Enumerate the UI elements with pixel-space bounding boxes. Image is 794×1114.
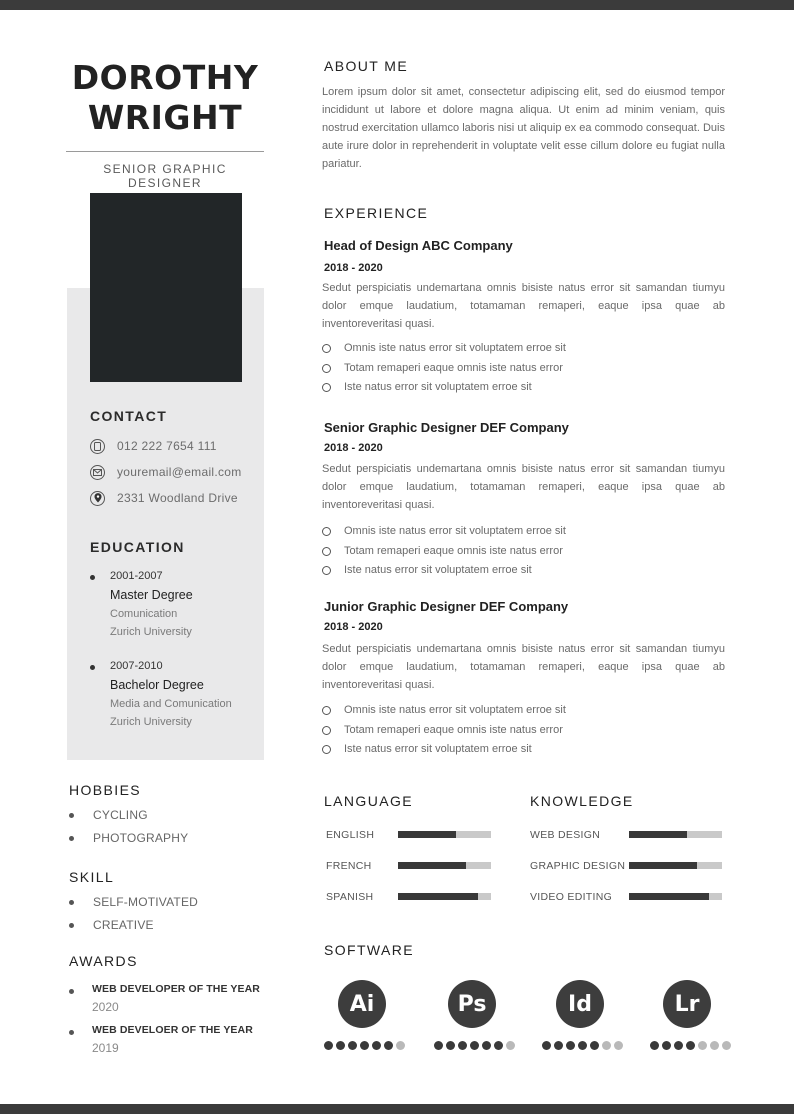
education-degree: Bachelor Degree [110,678,204,692]
education-school: Zurich University [110,626,192,638]
rating-dot [662,1041,671,1050]
rating-dot [372,1041,381,1050]
knowledge-label: WEB DESIGN [530,829,601,841]
contact-address [90,489,238,507]
awards-heading: AWARDS [69,953,138,969]
rating-dot [686,1041,695,1050]
knowledge-bar [629,831,722,838]
rating-dot [578,1041,587,1050]
contact-email [90,463,242,481]
indesign-icon: Id [556,980,604,1028]
photoshop-icon: Ps [448,980,496,1028]
list-item: Omnis iste natus error sit voluptatem erroe sit [322,524,725,544]
award-year: 2019 [92,1041,119,1055]
language-bar [398,893,491,900]
list-item: SELF-MOTIVATED [69,895,269,918]
rating-dot [348,1041,357,1050]
rating-dot [482,1041,491,1050]
list-item: Omnis iste natus error sit voluptatem erroe sit [322,341,725,361]
contact-phone [90,437,217,455]
language-bar [398,831,491,838]
lightroom-icon: Lr [663,980,711,1028]
contact-heading: CONTACT [90,408,168,424]
rating-dot [698,1041,707,1050]
list-item: CYCLING [69,808,269,831]
rating-dot [506,1041,515,1050]
top-band [0,0,794,10]
bar-fill [629,831,687,838]
list-item: Omnis iste natus error sit voluptatem erroe sit [322,703,725,723]
education-degree: Master Degree [110,588,193,602]
language-label: SPANISH [326,891,374,903]
address-text: 2331 Woodland Drive [117,491,238,505]
list-item: Iste natus error sit voluptatem erroe sit [322,563,725,583]
job-years: 2018 - 2020 [324,442,383,454]
job-points [322,703,725,762]
rating-dot [494,1041,503,1050]
language-heading: LANGUAGE [324,793,413,809]
list-item: CREATIVE [69,918,269,941]
rating-dot [602,1041,611,1050]
skill-heading: SKILL [69,869,115,885]
language-bar [398,862,491,869]
about-text: Lorem ipsum dolor sit amet, consectetur adipiscing elit, sed do eiusmod tempor incididunt ut labore et dolore magna aliqua. Ut enim ad minim veniam, quis nostrud exercitation ullamco laboris nisi ut aliquip ex ea commodo consequat. Duis aute irure dolor in reprehenderit in voluptate velit esse cillum dolore eu fugiat nulla pariatur. [322,86,725,170]
job-title: Senior Graphic Designer DEF Company [324,420,569,435]
software-rating [434,1041,515,1051]
knowledge-bar [629,862,722,869]
rating-dot [446,1041,455,1050]
skill-list [69,895,269,940]
bottom-band [0,1104,794,1114]
software-rating [542,1041,623,1051]
phone-icon [90,439,105,454]
job-title: Junior Graphic Designer DEF Company [324,599,569,614]
knowledge-label: VIDEO EDITING [530,891,613,903]
job-description: Sedut perspiciatis undemartana omnis bisiste natus error sit samandan tiumyu dolor emque laudatium, totamaman remaperi, eaque ipsa quae ab inventoreveritasi quasi. [322,463,725,511]
experience-heading: EXPERIENCE [324,205,429,221]
education-years: 2007-2010 [110,660,163,672]
bar-fill [398,893,478,900]
language-label: ENGLISH [326,829,375,841]
job-title: Head of Design ABC Company [324,238,513,253]
list-item: Totam remaperi eaque omnis iste natus error [322,723,725,743]
phone-text: 012 222 7654 111 [117,439,217,453]
rating-dot [396,1041,405,1050]
list-item: PHOTOGRAPHY [69,831,269,854]
award-year: 2020 [92,1000,119,1014]
bullet-dot [90,575,95,580]
language-label: FRENCH [326,860,372,872]
hobbies-heading: HOBBIES [69,782,142,798]
candidate-name [66,58,264,138]
rating-dot [434,1041,443,1050]
rating-dot [614,1041,623,1050]
job-description: Sedut perspiciatis undemartana omnis bisiste natus error sit samandan tiumyu dolor emque laudatium, totamaman remaperi, eaque ipsa quae ab inventoreveritasi quasi. [322,643,725,691]
about-heading: ABOUT ME [324,58,409,74]
knowledge-label: GRAPHIC DESIGN [530,860,626,872]
rating-dot [650,1041,659,1050]
rating-dot [360,1041,369,1050]
rating-dot [566,1041,575,1050]
bullet-dot [69,1030,74,1035]
hobbies-list [69,808,269,853]
profile-photo [90,193,242,382]
bullet-dot [69,989,74,994]
name-divider [66,151,264,152]
rating-dot [722,1041,731,1050]
job-points [322,524,725,583]
education-field: Media and Comunication [110,698,232,710]
list-item: Iste natus error sit voluptatem erroe sit [322,380,725,400]
software-rating [650,1041,731,1051]
software-heading: SOFTWARE [324,942,415,958]
bar-fill [629,893,709,900]
software-rating [324,1041,405,1051]
education-heading: EDUCATION [90,539,185,555]
email-text: youremail@email.com [117,465,242,479]
rating-dot [590,1041,599,1050]
rating-dot [542,1041,551,1050]
location-pin-icon [90,491,105,506]
list-item: Totam remaperi eaque omnis iste natus error [322,361,725,381]
education-field: Comunication [110,608,178,620]
rating-dot [470,1041,479,1050]
job-title: SENIOR GRAPHIC DESIGNER [103,162,227,190]
job-years: 2018 - 2020 [324,621,383,633]
knowledge-bar [629,893,722,900]
rating-dot [710,1041,719,1050]
rating-dot [324,1041,333,1050]
list-item: Iste natus error sit voluptatem erroe sit [322,742,725,762]
rating-dot [554,1041,563,1050]
rating-dot [336,1041,345,1050]
job-points [322,341,725,400]
bar-fill [398,862,466,869]
job-description: Sedut perspiciatis undemartana omnis bisiste natus error sit samandan tiumyu dolor emque laudatium, totamaman remaperi, eaque ipsa quae ab inventoreveritasi quasi. [322,282,725,330]
illustrator-icon: Ai [338,980,386,1028]
education-school: Zurich University [110,716,192,728]
rating-dot [674,1041,683,1050]
award-title: WEB DEVELOER OF THE YEAR [92,1024,253,1036]
award-title: WEB DEVELOPER OF THE YEAR [92,983,260,995]
bar-fill [398,831,456,838]
education-years: 2001-2007 [110,570,163,582]
first-name: DOROTHY [71,58,259,97]
list-item: Totam remaperi eaque omnis iste natus error [322,544,725,564]
rating-dot [458,1041,467,1050]
knowledge-heading: KNOWLEDGE [530,793,634,809]
rating-dot [384,1041,393,1050]
job-years: 2018 - 2020 [324,262,383,274]
bar-fill [629,862,697,869]
email-icon [90,465,105,480]
last-name: WRIGHT [87,98,243,137]
bullet-dot [90,665,95,670]
